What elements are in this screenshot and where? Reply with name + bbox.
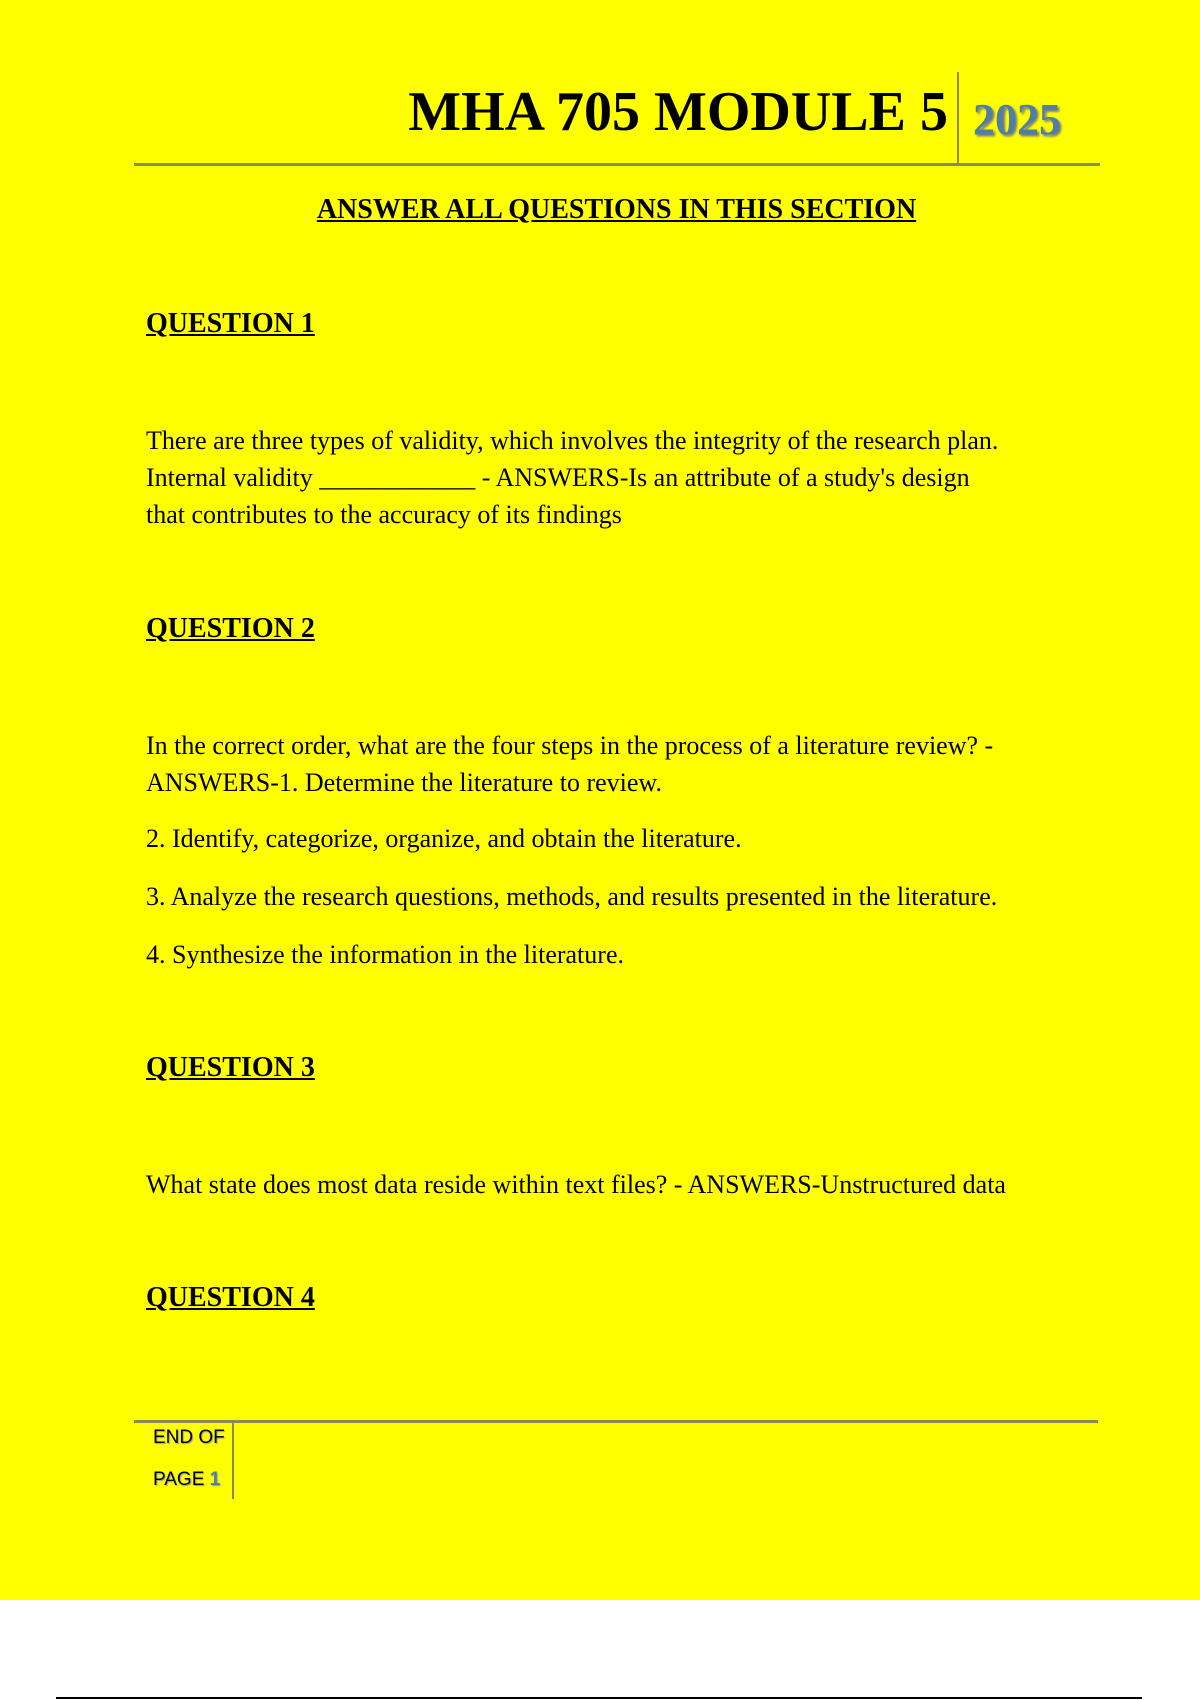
header-rule bbox=[134, 163, 1100, 166]
question-1-label: QUESTION 1 bbox=[146, 308, 315, 339]
question-4-label: QUESTION 4 bbox=[146, 1282, 315, 1313]
question-2-text bbox=[146, 727, 1146, 801]
footer-page-number: 1 bbox=[209, 1469, 221, 1490]
footer-end-of: END OF bbox=[153, 1427, 225, 1448]
question-3-label: QUESTION 3 bbox=[146, 1052, 315, 1083]
question-1-line-2: Internal validity ____________ - ANSWERS-Is an attribute of a study's design bbox=[146, 463, 970, 492]
footer-page bbox=[153, 1468, 220, 1492]
header-divider bbox=[957, 72, 959, 164]
section-heading: ANSWER ALL QUESTIONS IN THIS SECTION bbox=[316, 194, 917, 225]
question-2-step-3: 3. Analyze the research questions, methods, and results presented in the literature. bbox=[146, 882, 998, 911]
question-2-line-1: In the correct order, what are the four steps in the process of a literature review? - bbox=[146, 731, 994, 760]
footer-rule bbox=[134, 1420, 1098, 1423]
footer-page-prefix: PAGE bbox=[153, 1469, 205, 1490]
footer-divider bbox=[232, 1423, 234, 1499]
question-2-step-2: 2. Identify, categorize, organize, and obtain the literature. bbox=[146, 824, 742, 853]
header-year: 2025 bbox=[973, 95, 1061, 144]
question-2-step-4: 4. Synthesize the information in the literature. bbox=[146, 940, 624, 969]
question-1-line-1: There are three types of validity, which involves the integrity of the research plan. bbox=[146, 426, 999, 455]
question-1-line-3: that contributes to the accuracy of its findings bbox=[146, 500, 622, 529]
question-2-label: QUESTION 2 bbox=[146, 613, 315, 644]
question-3-text: What state does most data reside within text files? - ANSWERS-Unstructured data bbox=[146, 1170, 1006, 1199]
question-2-line-2: ANSWERS-1. Determine the literature to review. bbox=[146, 768, 662, 797]
question-1-text bbox=[146, 422, 1146, 533]
document-title: MHA 705 MODULE 5 bbox=[408, 81, 948, 143]
bottom-rule bbox=[56, 1697, 1142, 1699]
